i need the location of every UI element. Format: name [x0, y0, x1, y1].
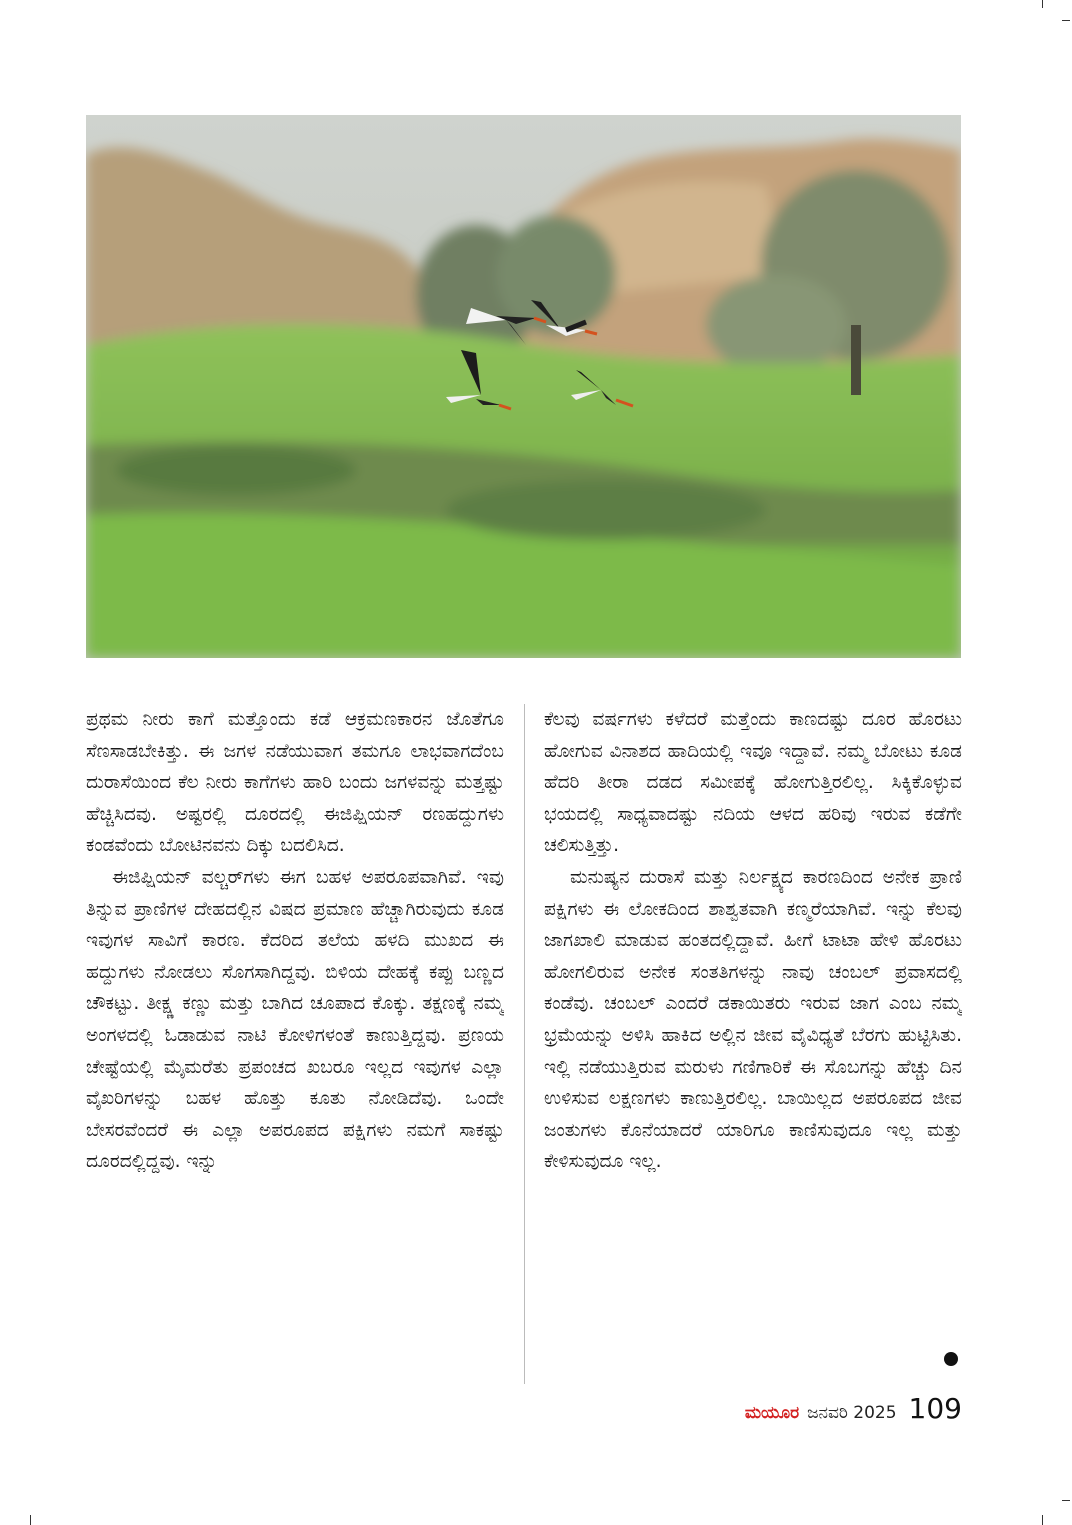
article-column-left — [86, 704, 504, 1394]
issue-month-year: ಜನವರಿ 2025 — [807, 1403, 897, 1423]
column-divider — [524, 704, 525, 1384]
crop-mark-right-lower — [1062, 1500, 1070, 1501]
birds-landscape-image — [86, 115, 961, 658]
page-footer — [745, 1392, 962, 1430]
article-paragraph: ಈಜಿಪ್ಷಿಯನ್ ವಲ್ಚರ್‌ಗಳು ಈಗ ಬಹಳ ಅಪರೂಪವಾಗಿವೆ. ಇವು ತಿನ್ನುವ ಪ್ರಾಣಿಗಳ ದೇಹದಲ್ಲಿನ ವಿಷದ ಪ್ರಮಾಣ ಹೆಚ್ಚಾಗಿರುವುದು ಕೂಡ ಇವುಗಳ ಸಾವಿಗೆ ಕಾರಣ. ಕೆದರಿದ ತಲೆಯ ಹಳದಿ ಮುಖದ ಈ ಹದ್ದುಗಳು ನೋಡಲು ಸೊಗಸಾಗಿದ್ದವು. ಬಿಳಿಯ ದೇಹಕ್ಕೆ ಕಪ್ಪು ಬಣ್ಣದ ಚೌಕಟ್ಟು. ತೀಕ್ಷ್ಣ ಕಣ್ಣು ಮತ್ತು ಬಾಗಿದ ಚೂಪಾದ ಕೊಕ್ಕು. ತಕ್ಷಣಕ್ಕೆ ನಮ್ಮ ಅಂಗಳದಲ್ಲಿ ಓಡಾಡುವ ನಾಟಿ ಕೋಳಿಗಳಂತೆ ಕಾಣುತ್ತಿದ್ದವು. ಪ್ರಣಯ ಚೇಷ್ಟೆಯಲ್ಲಿ ಮೈಮರೆತು ಪ್ರಪಂಚದ ಖಬರೂ ಇಲ್ಲದ ಇವುಗಳ ಎಲ್ಲಾ ವೈಖರಿಗಳನ್ನು ಬಹಳ ಹೊತ್ತು ಕೂತು ನೋಡಿದೆವು. ಒಂದೇ ಬೇಸರವೆಂದರೆ ಈ ಎಲ್ಲಾ ಅಪರೂಪದ ಪಕ್ಷಿಗಳು ನಮಗೆ ಸಾಕಷ್ಟು ದೂರದಲ್ಲಿದ್ದವು. ಇನ್ನು — [86, 866, 504, 1173]
crop-mark-top-right — [1042, 0, 1043, 8]
magazine-brand: ಮಯೂರ — [744, 1403, 800, 1423]
article-photo — [86, 115, 961, 658]
crop-mark-right-upper — [1062, 20, 1070, 21]
article-paragraph: ಪ್ರಥಮ ನೀರು ಕಾಗೆ ಮತ್ತೊಂದು ಕಡೆ ಆಕ್ರಮಣಕಾರನ ಜೊತೆಗೂ ಸೆಣಸಾಡಬೇಕಿತ್ತು. ಈ ಜಗಳ ನಡೆಯುವಾಗ ತಮಗೂ ಲಾಭವಾಗದೆಂಬ ದುರಾಸೆಯಿಂದ ಕೆಲ ನೀರು ಕಾಗೆಗಳು ಹಾರಿ ಬಂದು ಜಗಳವನ್ನು ಮತ್ತಷ್ಟು ಹೆಚ್ಚಿಸಿದವು. ಅಷ್ಟರಲ್ಲಿ ದೂರದಲ್ಲಿ ಈಜಿಪ್ಷಿಯನ್ ರಣಹದ್ದುಗಳು ಕಂಡವೆಂದು ಬೋಟಿನವನು ದಿಕ್ಕು ಬದಲಿಸಿದ. — [86, 709, 504, 857]
end-of-article-bullet-icon — [944, 1352, 958, 1366]
article-paragraph: ಕೆಲವು ವರ್ಷಗಳು ಕಳೆದರೆ ಮತ್ತೆಂದು ಕಾಣದಷ್ಟು ದೂರ ಹೊರಟು ಹೋಗುವ ವಿನಾಶದ ಹಾದಿಯಲ್ಲಿ ಇವೂ ಇದ್ದಾವೆ. ನಮ್ಮ ಬೋಟು ಕೂಡ ಹೆದರಿ ತೀರಾ ದಡದ ಸಮೀಪಕ್ಕೆ ಹೋಗುತ್ತಿರಲಿಲ್ಲ. ಸಿಕ್ಕಿಕೊಳ್ಳುವ ಭಯದಲ್ಲಿ ಸಾಧ್ಯವಾದಷ್ಟು ನದಿಯ ಆಳದ ಹರಿವು ಇರುವ ಕಡೆಗೇ ಚಲಿಸುತ್ತಿತ್ತು. — [544, 709, 962, 857]
article-column-right — [544, 704, 962, 1394]
crop-mark-bottom-right — [1042, 1515, 1043, 1525]
article-paragraph: ಮನುಷ್ಯನ ದುರಾಸೆ ಮತ್ತು ನಿರ್ಲಕ್ಷ್ಯದ ಕಾರಣದಿಂದ ಅನೇಕ ಪ್ರಾಣಿ ಪಕ್ಷಿಗಳು ಈ ಲೋಕದಿಂದ ಶಾಶ್ವತವಾಗಿ ಕಣ್ಮರೆಯಾಗಿವೆ. ಇನ್ನು ಕೆಲವು ಜಾಗಖಾಲಿ ಮಾಡುವ ಹಂತದಲ್ಲಿದ್ದಾವೆ. ಹೀಗೆ ಟಾಟಾ ಹೇಳಿ ಹೊರಟು ಹೋಗಲಿರುವ ಅನೇಕ ಸಂತತಿಗಳನ್ನು ನಾವು ಚಂಬಲ್ ಪ್ರವಾಸದಲ್ಲಿ ಕಂಡೆವು. ಚಂಬಲ್ ಎಂದರೆ ಡಕಾಯಿತರು ಇರುವ ಜಾಗ ಎಂಬ ನಮ್ಮ ಭ್ರಮೆಯನ್ನು ಅಳಿಸಿ ಹಾಕಿದ ಅಲ್ಲಿನ ಜೀವ ವೈವಿಧ್ಯತೆ ಬೆರಗು ಹುಟ್ಟಿಸಿತು. ಇಲ್ಲಿ ನಡೆಯುತ್ತಿರುವ ಮರುಳು ಗಣಿಗಾರಿಕೆ ಈ ಸೊಬಗನ್ನು ಹೆಚ್ಚು ದಿನ ಉಳಿಸುವ ಲಕ್ಷಣಗಳು ಕಾಣುತ್ತಿರಲಿಲ್ಲ. ಬಾಯಿಲ್ಲದ ಅಪರೂಪದ ಜೀವ ಜಂತುಗಳು ಕೊನೆಯಾದರೆ ಯಾರಿಗೂ ಕಾಣಿಸುವುದೂ ಇಲ್ಲ ಮತ್ತು ಕೇಳಿಸುವುದೂ ಇಲ್ಲ. — [544, 866, 962, 1173]
crop-mark-bottom-left — [30, 1515, 31, 1525]
page-number: 109 — [908, 1392, 962, 1425]
